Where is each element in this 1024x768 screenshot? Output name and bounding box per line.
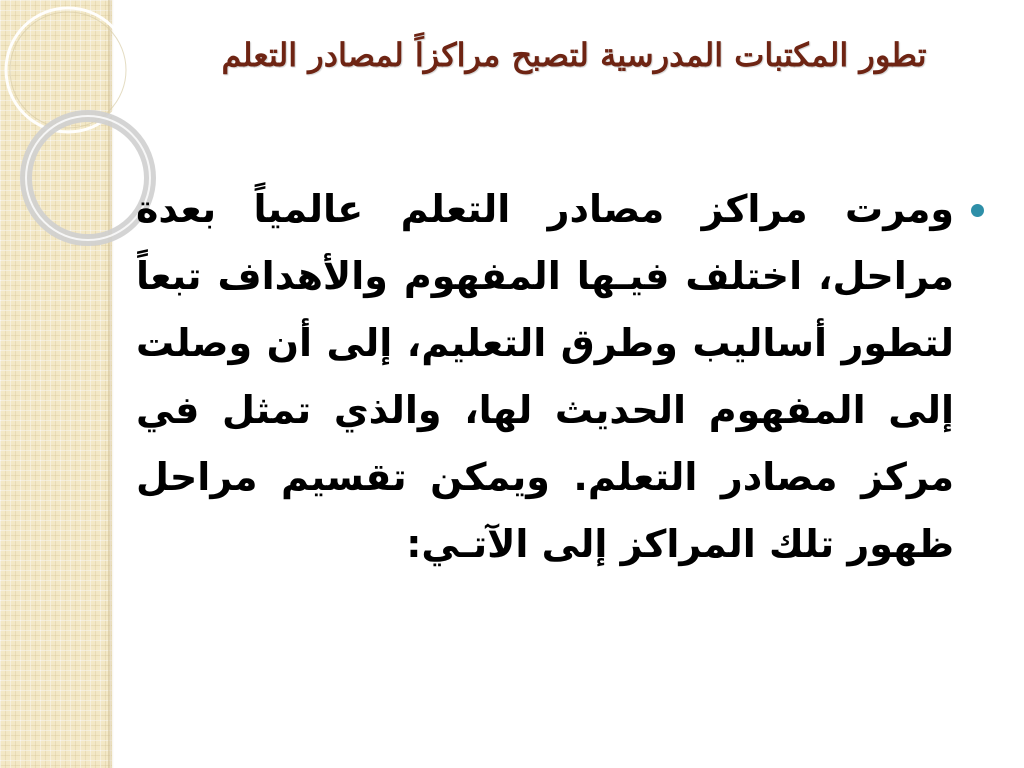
slide-content — [136, 176, 986, 578]
bullet-dot-icon — [971, 204, 984, 217]
bullet-item — [136, 176, 986, 578]
bullet-text: ومرت مراكز مصادر التعلم عالمياً بعدة مراحل، اختلف فيـها المفهوم والأهداف تبعاً لتطور أساليب وطرق التعليم، إلى أن وصلت إلى المفهوم الحديث لها، والذي تمثل في مركز مصادر التعلم. ويمكن تقسيم مراحل ظهور تلك المراكز إلى الآتـي: — [136, 187, 954, 566]
slide-title: تطور المكتبات المدرسية لتصبح مراكزاً لمصادر التعلم — [221, 36, 927, 75]
decorative-ring-gray-highlight — [26, 116, 150, 240]
decorative-ring-large-inner — [10, 12, 126, 128]
